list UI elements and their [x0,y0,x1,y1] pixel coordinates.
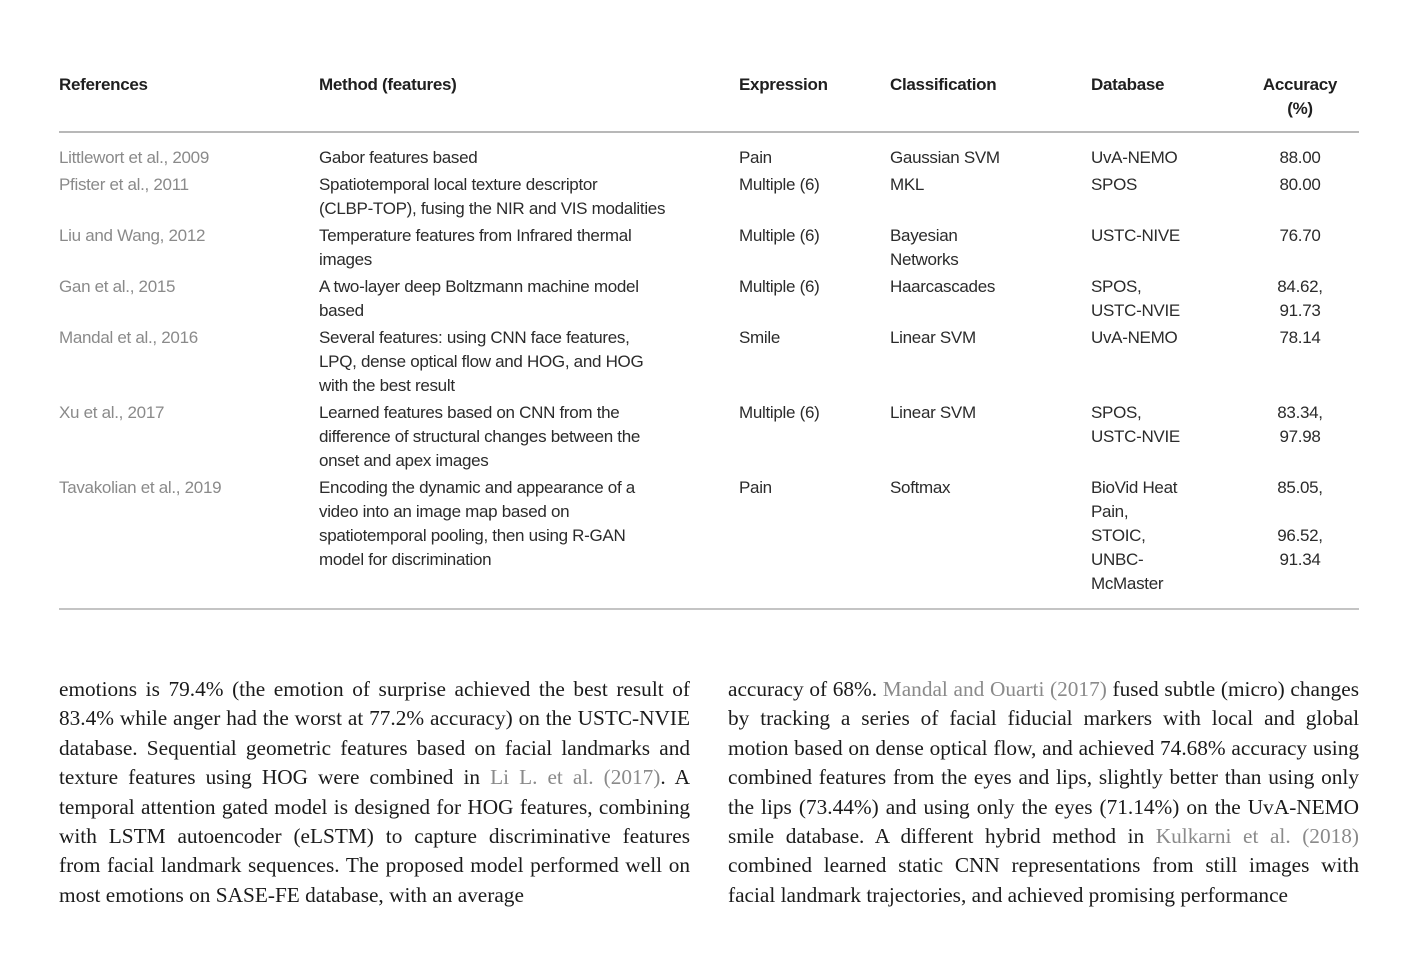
reference-cell: Littlewort et al., 2009 [59,148,209,167]
header-accuracy-line2: (%) [1287,99,1313,118]
body-text: . A temporal attention gated model is designed for HOG features, combining with LSTM autoencoder (eLSTM) to capture discriminative features from facial landmark sequences. The proposed model performed well on most emotions on SASE-FE database, with an average [59,765,690,907]
accuracy-line: 91.73 [1279,301,1321,320]
method-line: video into an image map based on [319,502,570,521]
method-line: (CLBP-TOP), fusing the NIR and VIS modalities [319,199,666,218]
header-database: Database [1091,70,1241,132]
header-references: References [59,70,319,132]
method-line: Several features: using CNN face features, [319,328,630,347]
classification-cell: Linear SVM [890,328,976,347]
citation-link[interactable]: Mandal and Ouarti (2017) [882,677,1107,701]
method-line: Encoding the dynamic and appearance of a [319,478,635,497]
classification-cell: Gaussian SVM [890,148,1000,167]
database-line: USTC-NVIE [1091,427,1180,446]
method-line: Temperature features from Infrared thermal [319,226,632,245]
comparison-table-container [59,70,1359,610]
table-row [59,132,1359,173]
table-row [59,224,1359,275]
header-accuracy [1241,70,1359,132]
database-cell [1091,476,1241,609]
accuracy-line: 97.98 [1279,427,1321,446]
expression-cell: Pain [739,476,890,609]
body-text: fused subtle (micro) changes by tracking a series of facial fiducial markers with local and global motion based on dense optical flow, and achieved 74.68% accuracy using combined features from the eyes and lips, slightly better than using only the lips (73.44%) and using only the eyes (71.14%) on the UvA-NEMO smile database. A different hybrid method in [728,677,1359,849]
body-text: emotions is 79.4% (the emotion of surprise achieved the best result of 83.4% while anger had the worst at 77.2% accuracy) on the USTC-NVIE database. Sequential geometric features based on facial landmarks and texture features using HOG were combined in [59,677,690,790]
expression-cell: Pain [739,148,772,167]
method-cell [319,476,739,609]
method-line: spatiotemporal pooling, then using R-GAN [319,526,626,545]
table-row [59,275,1359,326]
database-cell: UvA-NEMO [1091,148,1178,167]
expression-cell: Multiple (6) [739,226,820,245]
header-accuracy-line1: Accuracy [1262,75,1338,94]
body-text: combined learned static CNN representations from still images with facial landmark trajectories, and achieved promising performance [728,853,1359,907]
table-row [59,173,1359,224]
database-line: USTC-NVIE [1091,301,1180,320]
method-cell [319,326,739,401]
database-line: SPOS, [1091,403,1142,422]
accuracy-cell: 80.00 [1279,175,1321,194]
method-line: A two-layer deep Boltzmann machine model [319,277,639,296]
table-header-row [59,70,1359,132]
reference-cell: Liu and Wang, 2012 [59,226,206,245]
body-text: accuracy of 68%. [728,677,883,701]
database-line: UNBC- [1091,550,1144,569]
reference-cell: Xu et al., 2017 [59,403,165,422]
classification-cell: Softmax [890,476,1091,609]
body-column-left [59,675,690,910]
database-cell [1091,401,1241,476]
header-expression: Expression [739,70,890,132]
accuracy-cell: 88.00 [1279,148,1321,167]
method-line: model for discrimination [319,550,492,569]
expression-cell: Multiple (6) [739,175,820,194]
accuracy-cell: 76.70 [1279,226,1321,245]
expression-cell: Multiple (6) [739,277,820,296]
database-line: SPOS, [1091,277,1142,296]
classification-line: Networks [890,250,959,269]
classification-line: Bayesian [890,226,958,245]
method-cell [319,224,739,275]
database-cell: USTC-NIVE [1091,226,1180,245]
accuracy-line: 84.62, [1277,277,1323,296]
database-line: McMaster [1091,574,1164,593]
method-cell: Gabor features based [319,148,478,167]
accuracy-line: 96.52, [1277,526,1323,545]
method-cell [319,173,739,224]
accuracy-cell: 78.14 [1279,328,1321,347]
body-column-right [728,675,1359,910]
accuracy-cell [1241,275,1359,326]
accuracy-cell [1241,401,1359,476]
method-line: Spatiotemporal local texture descriptor [319,175,598,194]
table-row [59,476,1359,609]
reference-cell: Pfister et al., 2011 [59,175,189,194]
method-line: onset and apex images [319,451,489,470]
accuracy-line: 85.05, [1277,478,1323,497]
accuracy-line: 91.34 [1279,550,1321,569]
database-line: BioVid Heat [1091,478,1178,497]
accuracy-cell [1241,476,1359,609]
table-row [59,326,1359,401]
method-line: LPQ, dense optical flow and HOG, and HOG [319,352,644,371]
method-cell [319,401,739,476]
classification-cell: Haarcascades [890,277,996,296]
method-line: based [319,301,364,320]
database-cell: SPOS [1091,175,1138,194]
comparison-table [59,70,1359,610]
expression-cell: Multiple (6) [739,403,820,422]
classification-cell: Linear SVM [890,403,976,422]
database-line: Pain, [1091,502,1129,521]
accuracy-line: 83.34, [1277,403,1323,422]
method-line: images [319,250,373,269]
database-cell [1091,275,1241,326]
header-classification: Classification [890,70,1091,132]
database-cell: UvA-NEMO [1091,328,1178,347]
reference-cell: Gan et al., 2015 [59,277,176,296]
method-cell [319,275,739,326]
header-method: Method (features) [319,70,739,132]
expression-cell: Smile [739,328,781,347]
method-line: difference of structural changes between the [319,427,641,446]
classification-cell [890,224,1091,275]
accuracy-spacer [1241,500,1359,524]
method-line: Learned features based on CNN from the [319,403,620,422]
citation-link[interactable]: Kulkarni et al. (2018) [1155,824,1359,849]
database-line: STOIC, [1091,526,1146,545]
classification-cell: MKL [890,175,925,194]
method-line: with the best result [319,376,455,395]
reference-cell: Tavakolian et al., 2019 [59,476,319,609]
reference-cell: Mandal et al., 2016 [59,328,198,347]
table-row [59,401,1359,476]
citation-link[interactable]: Li L. et al. (2017) [490,765,661,790]
